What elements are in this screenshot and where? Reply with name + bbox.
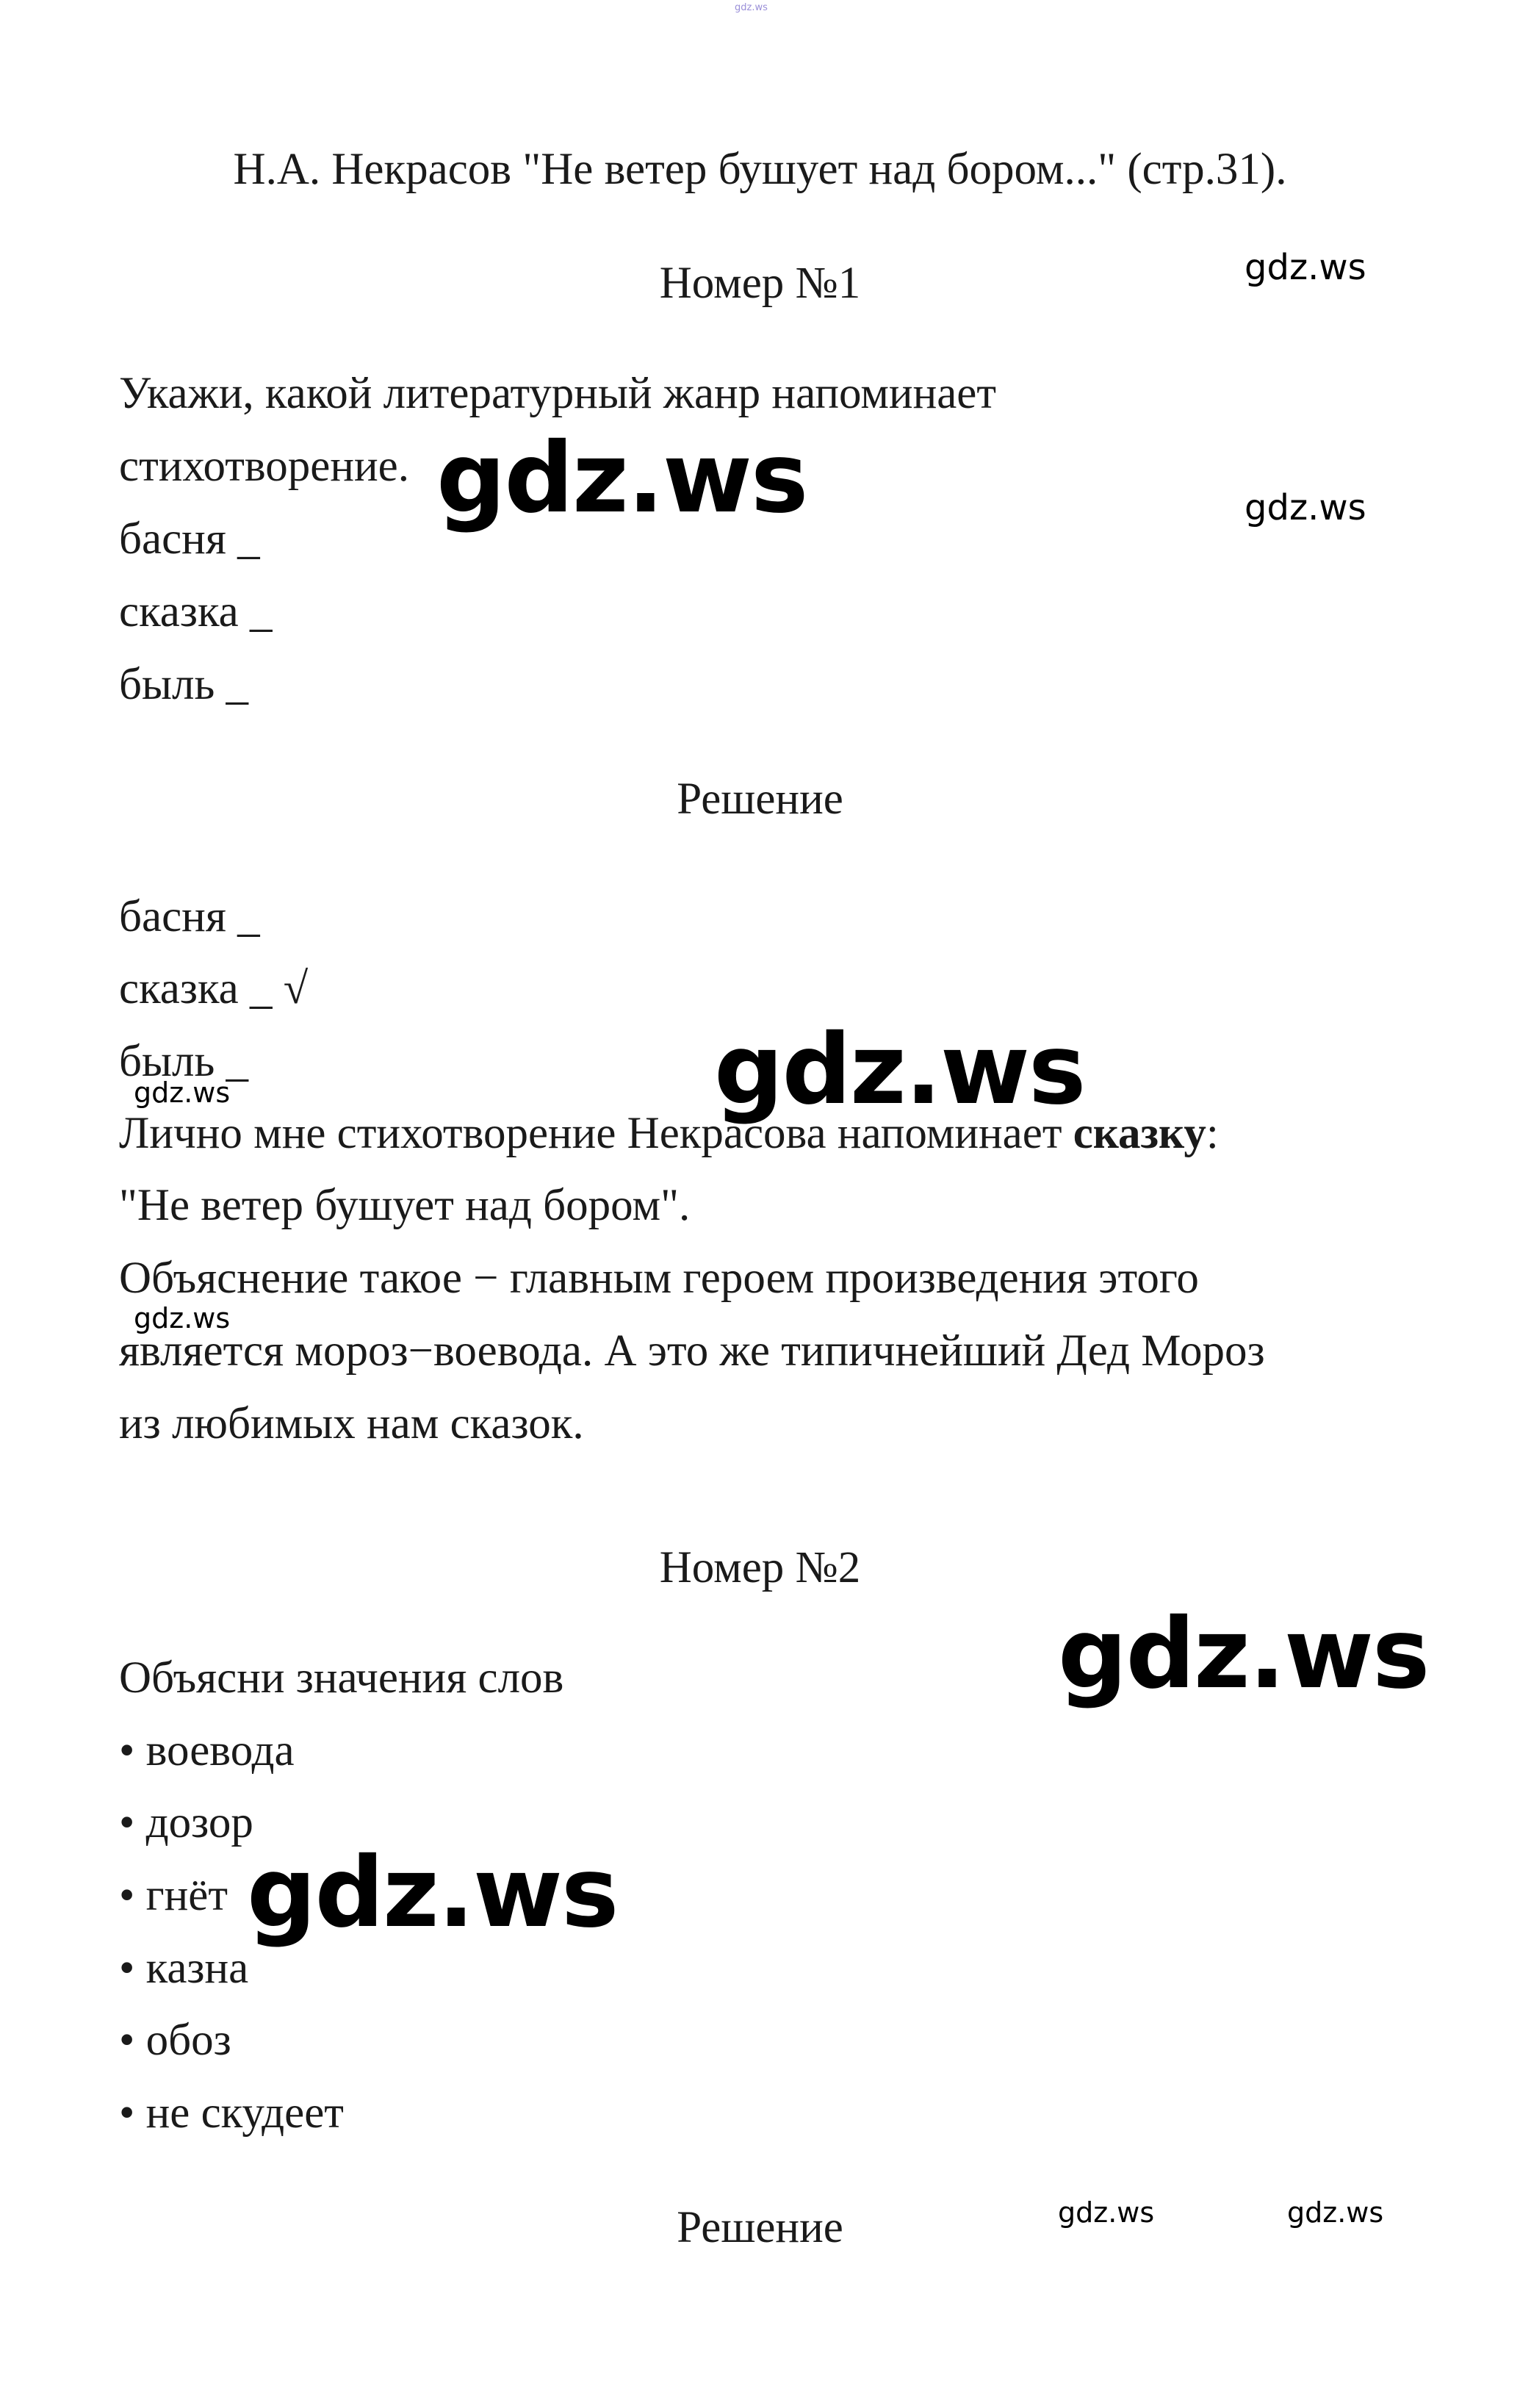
task1-answer: быль _ [119, 1037, 249, 1086]
task2-solution-heading: Решение [677, 2203, 843, 2252]
task1-explanation-line3: Объяснение такое − главным героем произведения этого [119, 1254, 1199, 1303]
page-title: Н.А. Некрасов "Не ветер бушует над бором..." (стр.31). [233, 145, 1287, 194]
watermark-small: gdz.ws [1058, 2196, 1155, 2229]
task2-question: Объясни значения слов [119, 1653, 564, 1703]
task1-explanation-line5: из любимых нам сказок. [119, 1399, 584, 1448]
watermark: gdz.ws [1245, 487, 1366, 528]
task1-option: басня _ [119, 514, 260, 564]
task1-heading: Номер №1 [659, 259, 861, 308]
task2-heading: Номер №2 [659, 1543, 861, 1592]
explanation-bold-word: сказку [1073, 1109, 1206, 1158]
task2-word: • дозор [119, 1798, 253, 1847]
task2-word: • обоз [119, 2016, 231, 2065]
watermark-small: gdz.ws [1287, 2196, 1384, 2229]
watermark-small: gdz.ws [134, 1077, 231, 1109]
task1-answer-checked: сказка _ √ [119, 964, 309, 1013]
explanation-text: Лично мне стихотворение Некрасова напоминает [119, 1109, 1073, 1158]
watermark-large: gdz.ws [436, 422, 807, 535]
task2-word: • воевода [119, 1726, 295, 1775]
watermark-top-tiny: gdz.ws [735, 2, 768, 13]
explanation-punct: : [1206, 1109, 1219, 1158]
task1-solution-heading: Решение [677, 774, 843, 824]
watermark-small: gdz.ws [134, 1302, 231, 1334]
task1-question-line1: Укажи, какой литературный жанр напоминает [119, 369, 997, 418]
watermark-large: gdz.ws [714, 1013, 1085, 1126]
task1-question-line2: стихотворение. [119, 442, 409, 491]
task1-explanation-line1 [119, 1111, 1219, 1156]
task1-option: сказка _ [119, 587, 273, 636]
task1-option: быль _ [119, 660, 249, 709]
task1-explanation-line4: является мороз−воевода. А это же типичнейший Дед Мороз [119, 1326, 1265, 1376]
task1-answer: басня _ [119, 892, 260, 941]
task2-word: • гнёт [119, 1871, 228, 1920]
watermark: gdz.ws [1245, 247, 1366, 288]
task2-word: • казна [119, 1944, 249, 1993]
watermark-large: gdz.ws [1058, 1597, 1429, 1711]
task2-word: • не скудеет [119, 2088, 344, 2138]
watermark-large: gdz.ws [247, 1836, 618, 1949]
task1-explanation-line2: "Не ветер бушует над бором". [119, 1181, 691, 1230]
